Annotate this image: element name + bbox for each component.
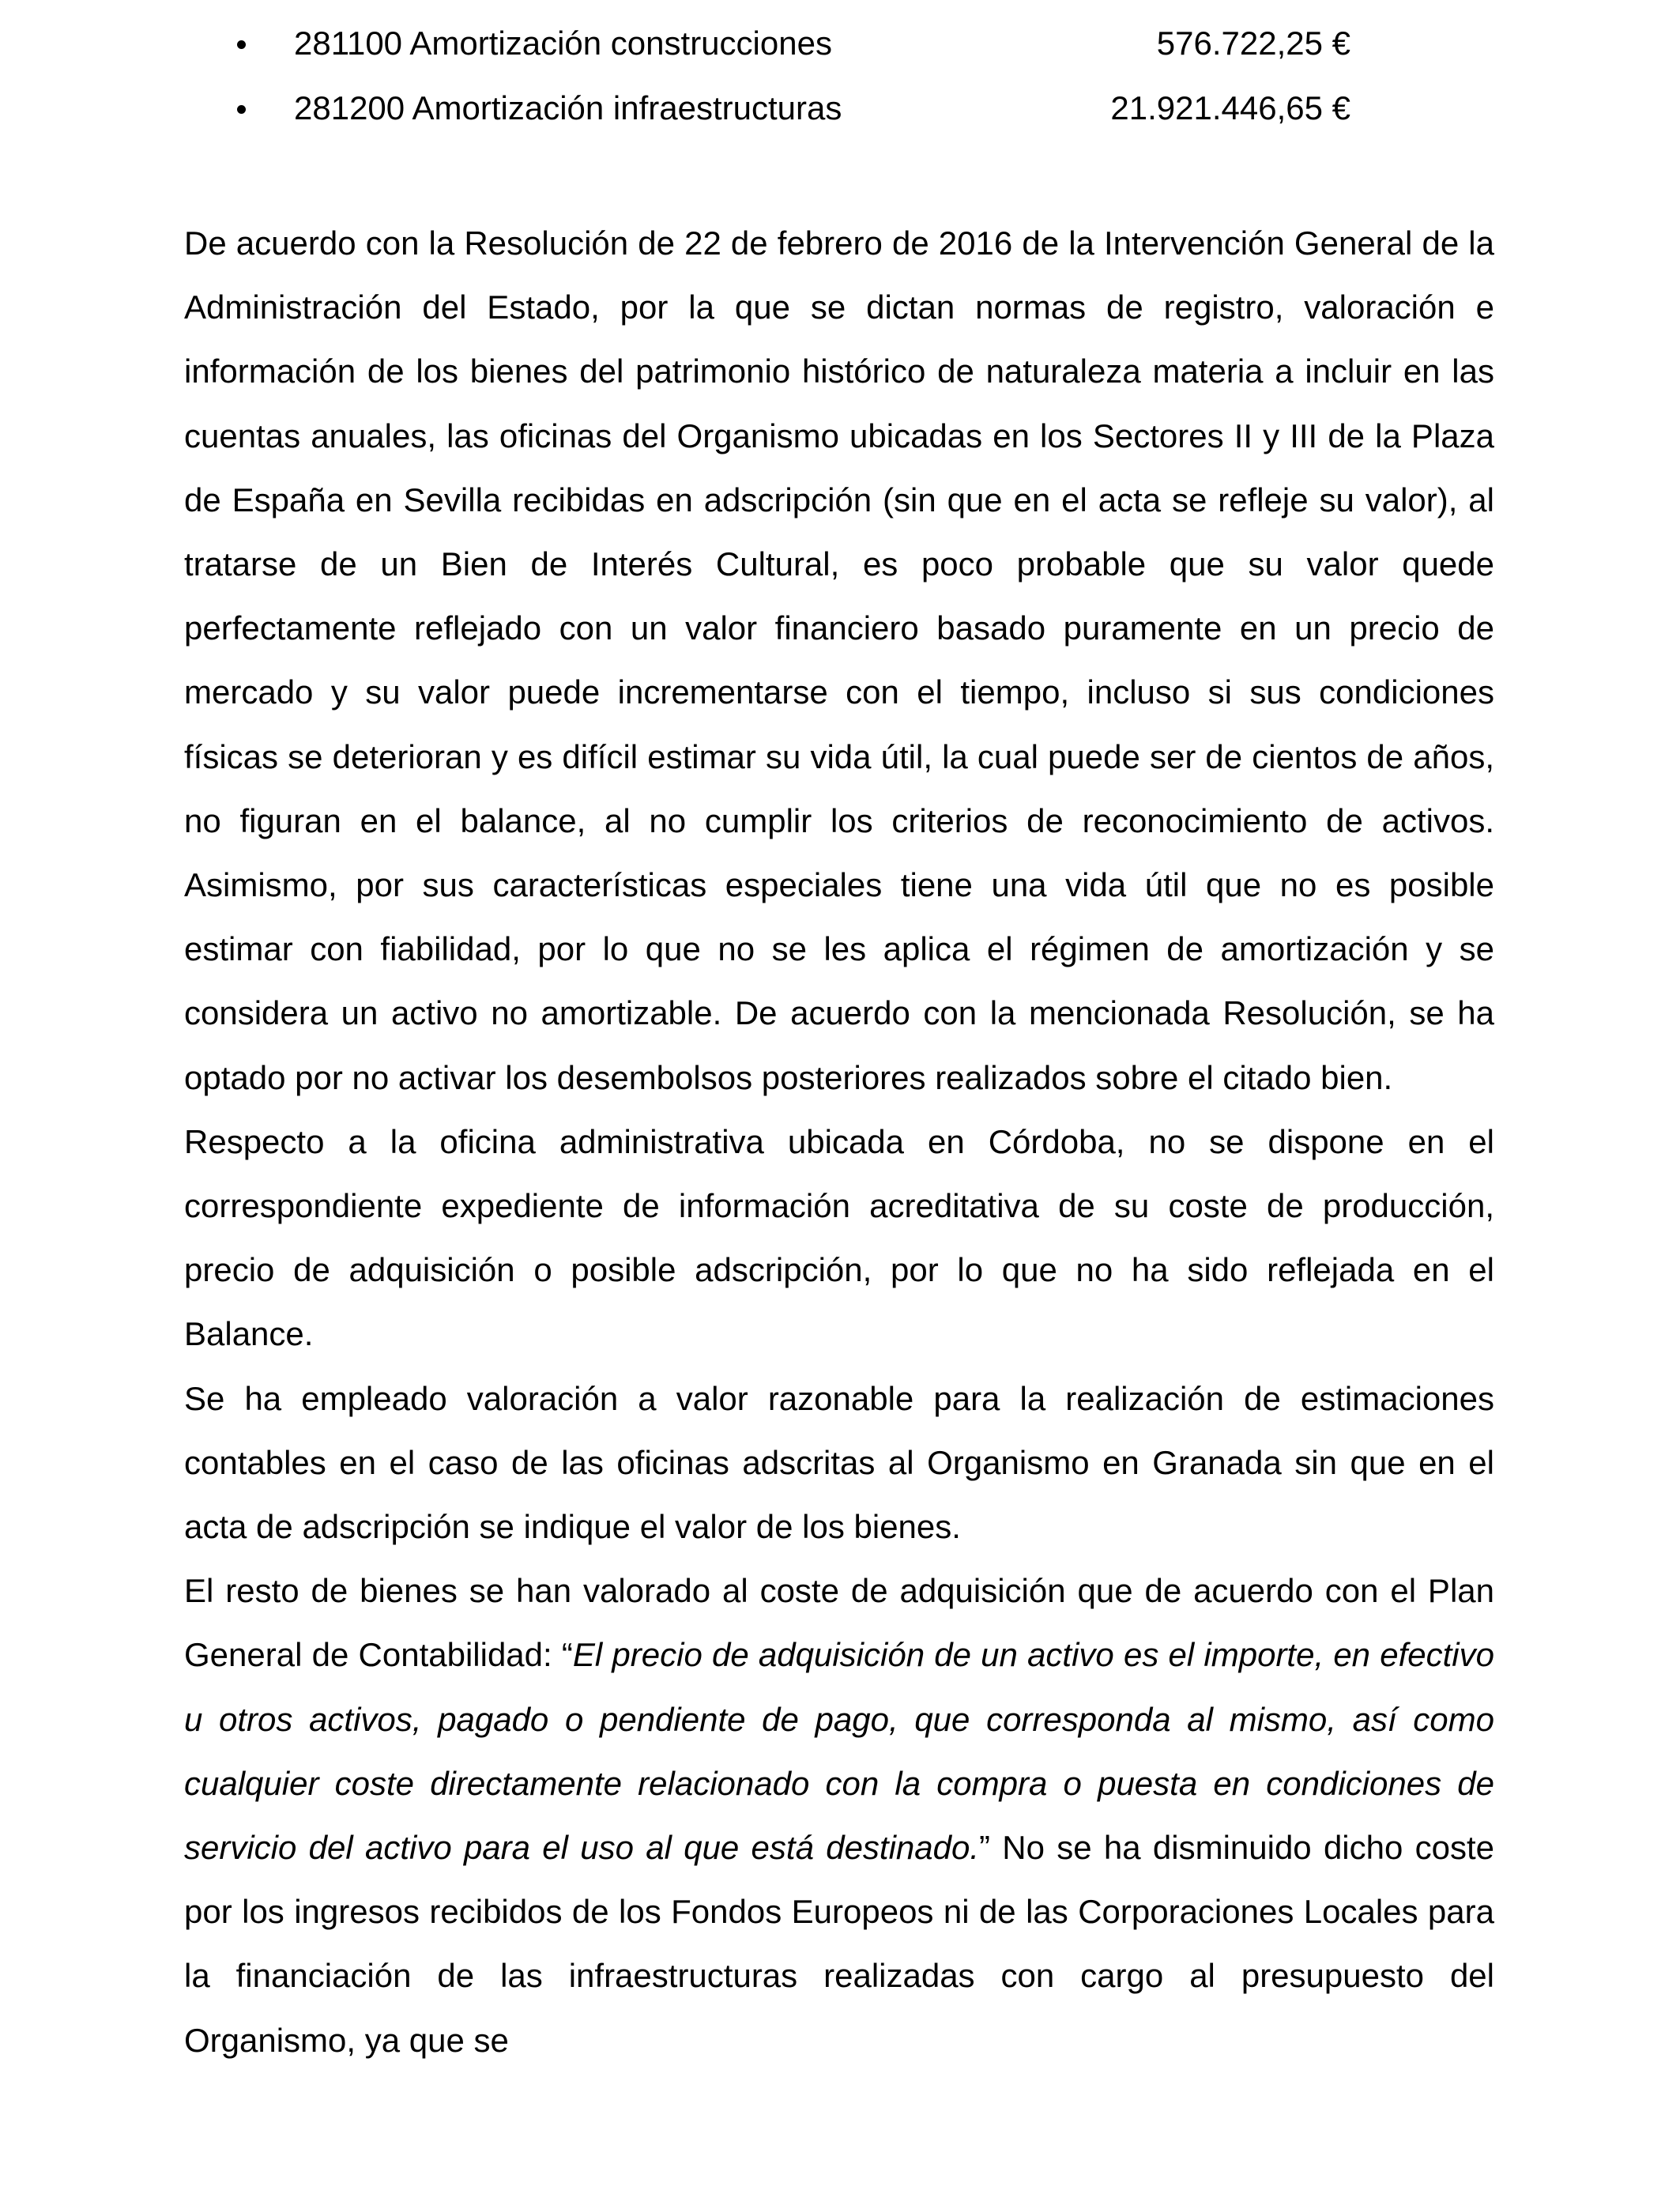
bullet-icon bbox=[237, 105, 246, 114]
paragraph-coste-adquisicion bbox=[184, 1559, 1494, 2072]
amortization-list bbox=[237, 16, 1359, 145]
list-item-label: 281100 Amortización construcciones bbox=[294, 25, 832, 62]
paragraph-intro-text: El resto de bienes se han valorado al coste de adquisición que de acuerdo con el Plan General de Contabilidad: “ bbox=[184, 1572, 1494, 1674]
bullet-icon bbox=[237, 40, 246, 49]
quoted-definition: El precio de adquisición de un activo es el importe, en efectivo u otros activos, pagado o pendiente de pago, que corresponda al mismo, así como cualquier coste directamente relacionado con la compra o puesta en condiciones de servicio del activo para el uso al que está destinado. bbox=[184, 1636, 1494, 1867]
paragraph-resolucion: De acuerdo con la Resolución de 22 de febrero de 2016 de la Intervención General de la Administración del Estado, por la que se dictan normas de registro, valoración e información de los bienes del patrimonio histórico de naturaleza materia a incluir en las cuentas anuales, las oficinas del Organismo ubicadas en los Sectores II y III de la Plaza de España en Sevilla recibidas en adscripción (sin que en el acta se refleje su valor), al tratarse de un Bien de Interés Cultural, es poco probable que su valor quede perfectamente reflejado con un valor financiero basado puramente en un precio de mercado y su valor puede incrementarse con el tiempo, incluso si sus condiciones físicas se deterioran y es difícil estimar su vida útil, la cual puede ser de cientos de años, no figuran en el balance, al no cumplir los criterios de reconocimiento de activos. Asimismo, por sus características especiales tiene una vida útil que no es posible estimar con fiabilidad, por lo que no se les aplica el régimen de amortización y se considera un activo no amortizable. De acuerdo con la mencionada Resolución, se ha optado por no activar los desembolsos posteriores realizados sobre el citado bien. bbox=[184, 224, 1494, 1096]
list-item bbox=[237, 16, 1359, 81]
list-item-label: 281200 Amortización infraestructuras bbox=[294, 89, 842, 126]
list-item bbox=[237, 81, 1359, 145]
paragraph-cordoba: Respecto a la oficina administrativa ubicada en Córdoba, no se dispone en el correspondiente expediente de información acreditativa de su coste de producción, precio de adquisición o posible adscripción, por lo que no ha sido reflejada en el Balance. bbox=[184, 1122, 1494, 1353]
paragraph-continuation-text: ” No se ha disminuido dicho coste por los ingresos recibidos de los Fondos Europeos ni de las Corporaciones Locales para la financiación de las infraestructuras realizadas con cargo al presupuesto del Organismo, ya que se bbox=[184, 1829, 1495, 2059]
list-item-amount: 576.722,25 € bbox=[1156, 25, 1350, 62]
document-body bbox=[184, 211, 1494, 2072]
list-item-amount: 21.921.446,65 € bbox=[1110, 89, 1350, 126]
paragraph-granada: Se ha empleado valoración a valor razonable para la realización de estimaciones contables en el caso de las oficinas adscritas al Organismo en Granada sin que en el acta de adscripción se indique el valor de los bienes. bbox=[184, 1379, 1494, 1546]
